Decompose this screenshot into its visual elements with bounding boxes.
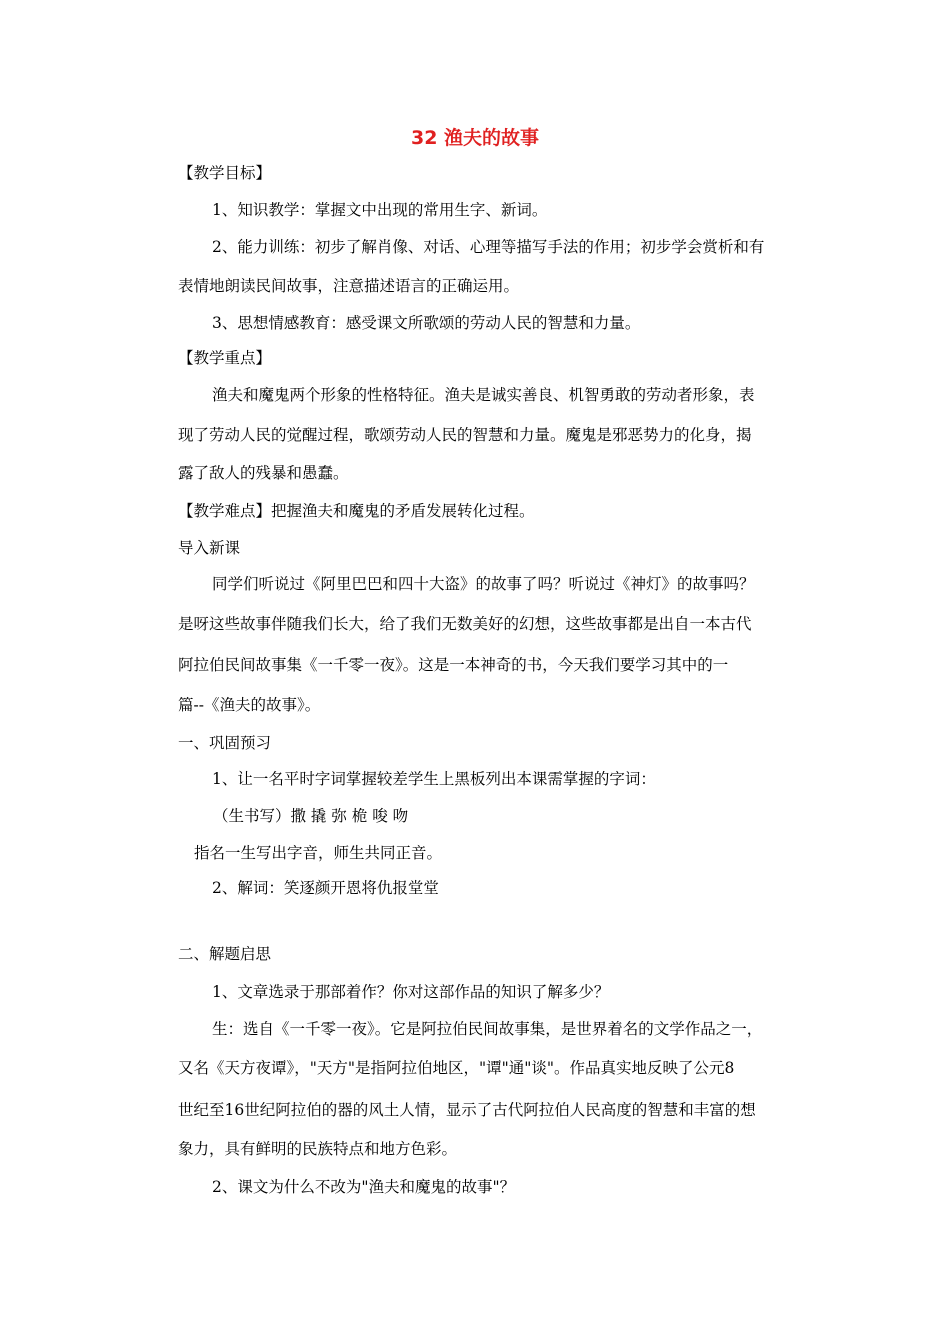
paragraph-line: 阿拉伯民间故事集《一千零一夜》。这是一本神奇的书，今天我们要学习其中的一: [178, 656, 729, 674]
paragraph-line: 生：选自《一千零一夜》。它是阿拉伯民间故事集，是世界着名的文学作品之一，: [212, 1020, 763, 1038]
paragraph-line: 2、能力训练：初步了解肖像、对话、心理等描写手法的作用；初步学会赏析和有: [212, 238, 765, 256]
document-title: 32 渔夫的故事: [410, 127, 540, 149]
paragraph-line: 又名《天方夜谭》，"天方"是指阿拉伯地区，"谭"通"谈"。作品真实地反映了公元8: [178, 1059, 735, 1077]
paragraph-line: 世纪至16世纪阿拉伯的器的风土人情，显示了古代阿拉伯人民高度的智慧和丰富的想: [178, 1101, 756, 1119]
section-heading-key-points: 【教学重点】: [178, 349, 272, 367]
paragraph-line: 2、解词：笑逐颜开恩将仇报堂堂: [212, 879, 439, 897]
paragraph-line: 1、文章选录于那部着作？你对这部作品的知识了解多少？: [212, 983, 610, 1001]
paragraph-line: 1、知识教学：掌握文中出现的常用生字、新词。: [212, 201, 548, 219]
paragraph-line: （生书写）撒 撬 弥 桅 唆 吻: [213, 807, 409, 825]
paragraph-line: 指名一生写出字音，师生共同正音。: [194, 844, 443, 862]
paragraph-line: 3、思想情感教育：感受课文所歌颂的劳动人民的智慧和力量。: [212, 314, 641, 332]
paragraph-line: 渔夫和魔鬼两个形象的性格特征。渔夫是诚实善良、机智勇敢的劳动者形象，表: [212, 386, 755, 404]
section-heading-difficulties: 【教学难点】把握渔夫和魔鬼的矛盾发展转化过程。: [178, 502, 535, 520]
paragraph-line: 象力，具有鲜明的民族特点和地方色彩。: [178, 1140, 458, 1158]
paragraph-line: 篇--《渔夫的故事》。: [178, 696, 321, 714]
section-heading-intro: 导入新课: [178, 539, 241, 557]
paragraph-line: 现了劳动人民的觉醒过程，歌颂劳动人民的智慧和力量。魔鬼是邪恶势力的化身，揭: [178, 426, 752, 444]
section-heading-review: 一、巩固预习: [178, 734, 272, 752]
paragraph-line: 1、让一名平时字词掌握较差学生上黑板列出本课需掌握的字词：: [212, 770, 656, 788]
paragraph-line: 同学们听说过《阿里巴巴和四十大盗》的故事了吗？听说过《神灯》的故事吗？: [212, 575, 755, 593]
paragraph-line: 露了敌人的残暴和愚蠢。: [178, 464, 349, 482]
paragraph-line: 表情地朗读民间故事，注意描述语言的正确运用。: [178, 277, 520, 295]
section-heading-objectives: 【教学目标】: [178, 164, 272, 182]
paragraph-line: 是呀这些故事伴随我们长大，给了我们无数美好的幻想，这些故事都是出自一本古代: [178, 615, 752, 633]
paragraph-line: 2、课文为什么不改为"渔夫和魔鬼的故事"？: [212, 1178, 516, 1196]
section-heading-topic: 二、解题启思: [178, 945, 272, 963]
